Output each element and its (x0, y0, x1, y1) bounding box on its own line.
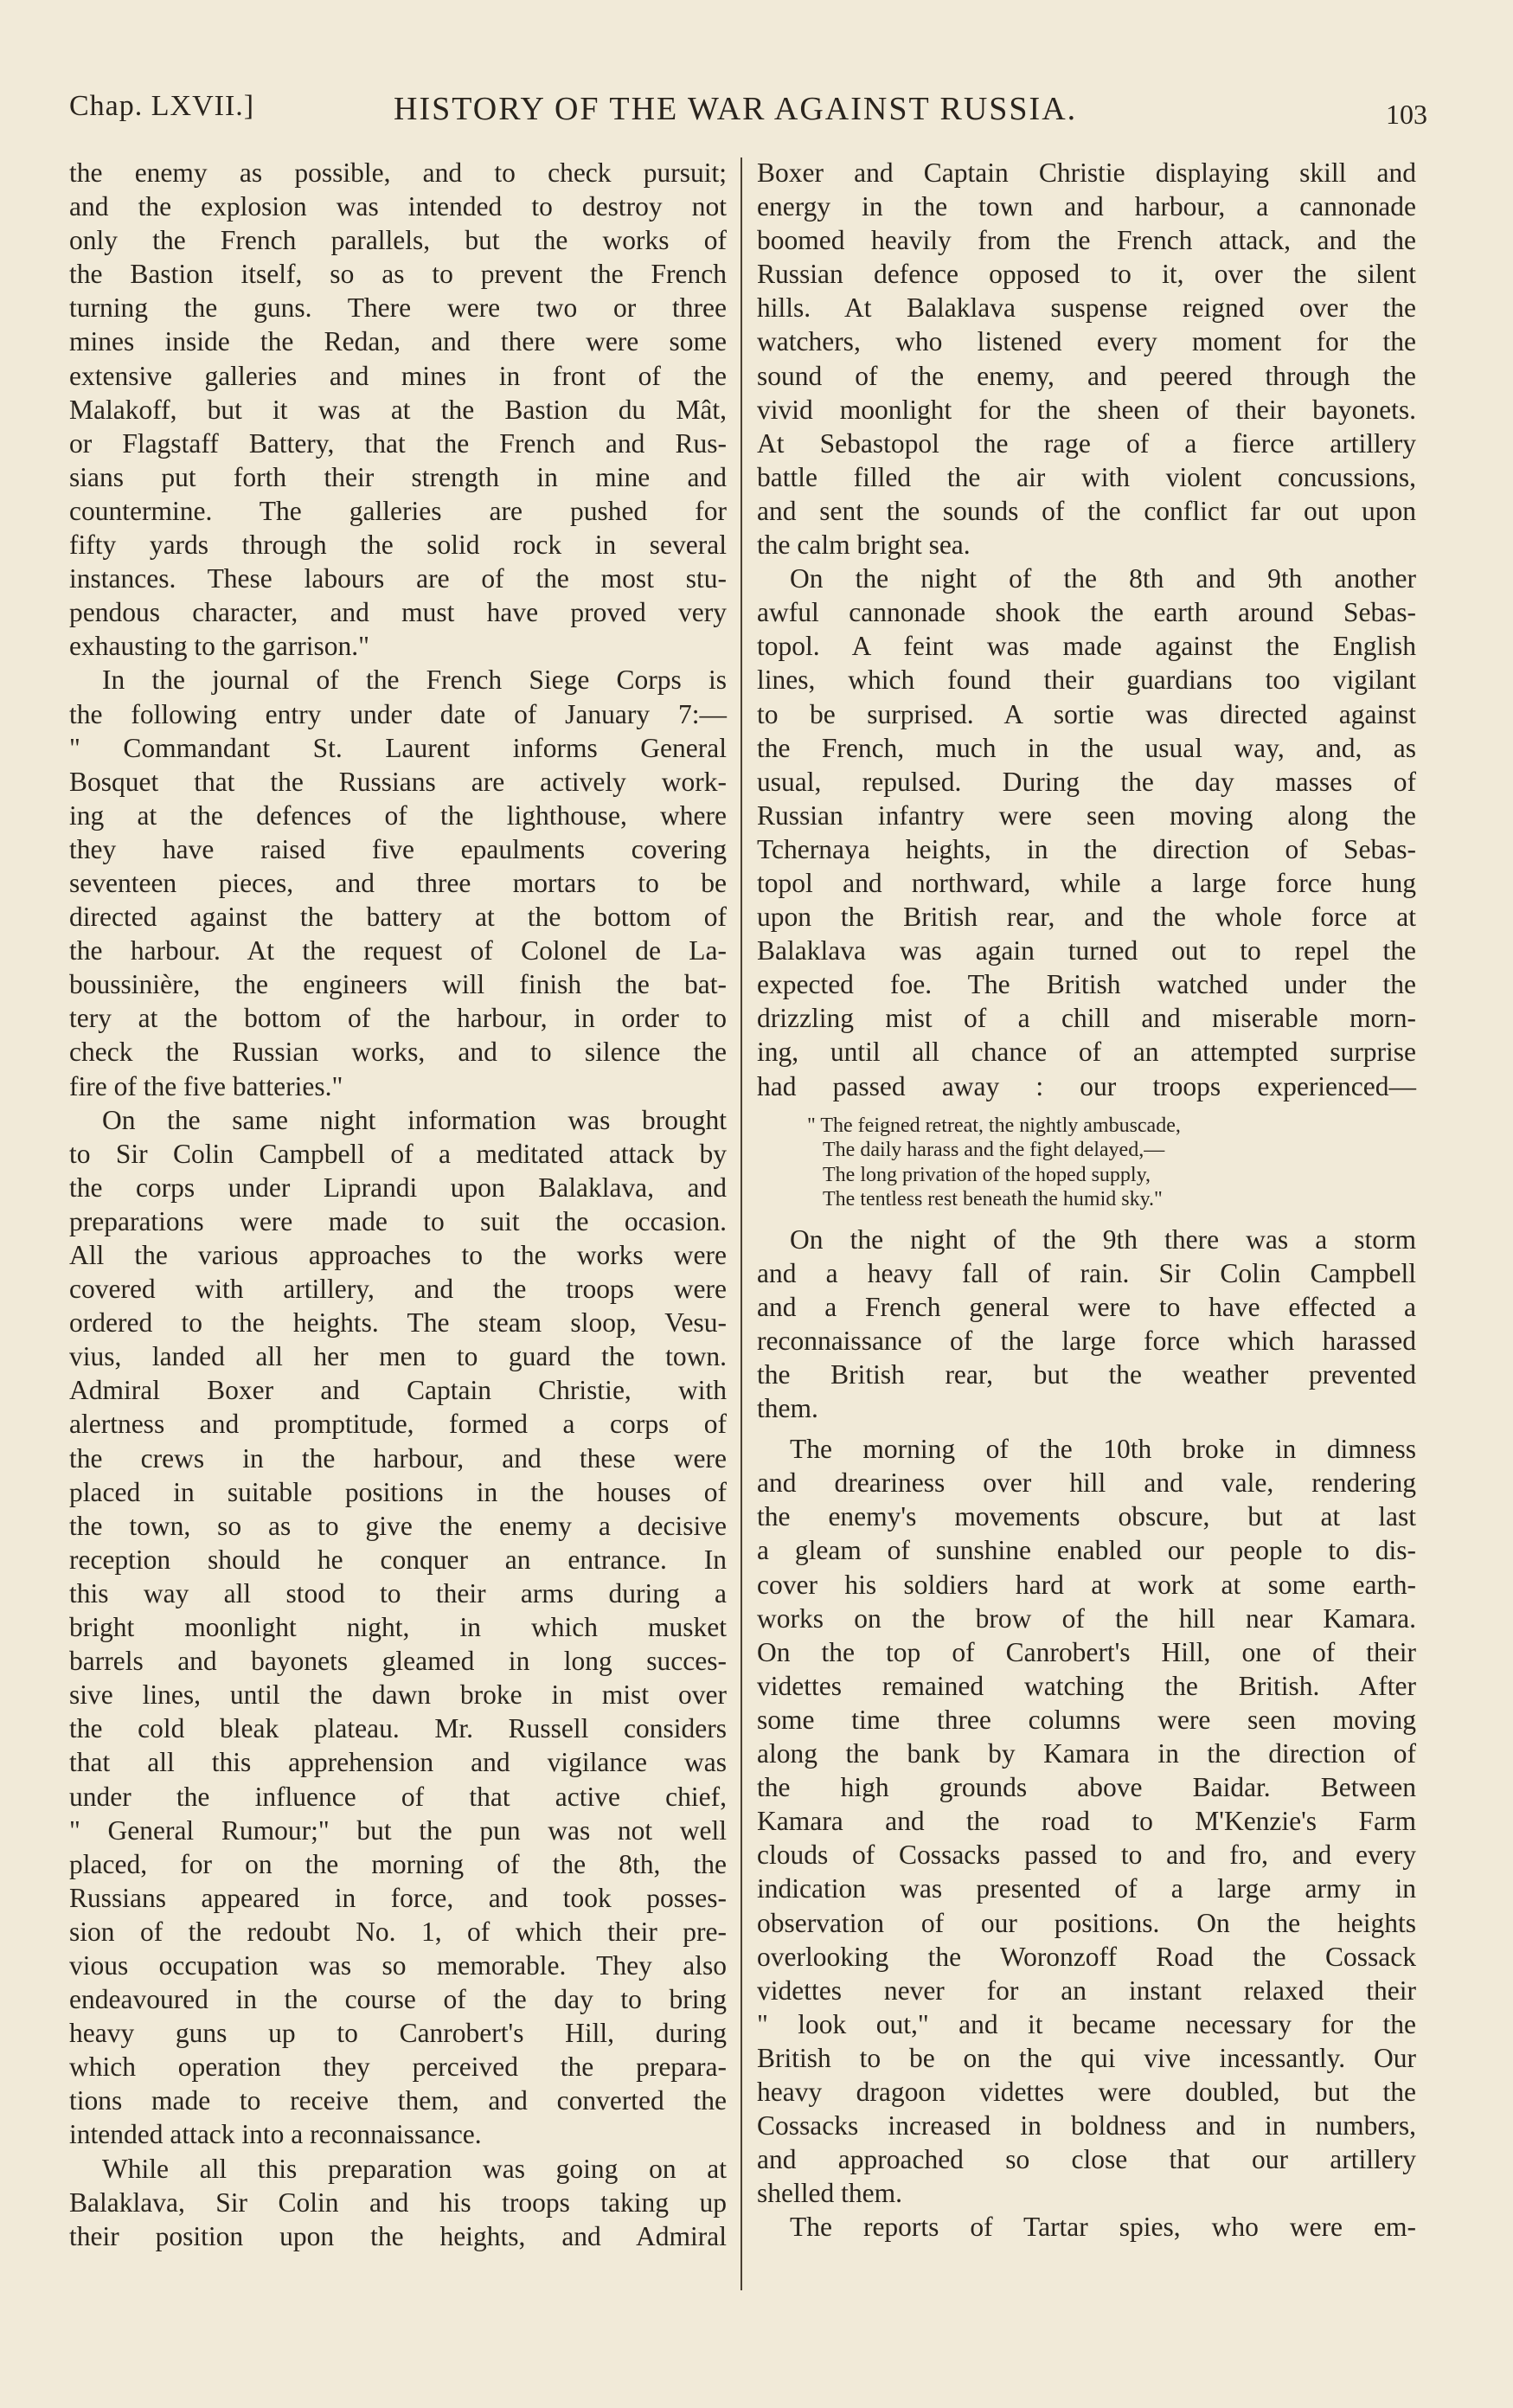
text-line: heavy guns up to Canrobert's Hill, during (69, 2018, 727, 2049)
text-line: On the top of Canrobert's Hill, one of their (757, 1636, 1416, 1667)
column-divider (740, 157, 742, 2290)
text-line: fire of the five batteries." (69, 1070, 343, 1101)
page-number: 103 (1386, 99, 1427, 130)
text-line: intended attack into a reconnaissance. (69, 2119, 482, 2150)
text-line: the British rear, but the weather prevented (757, 1359, 1416, 1390)
text-line: vious occupation was so memorable. They also (69, 1949, 727, 1981)
text-line: the following entry under date of January 7:— (69, 698, 727, 729)
text-line: energy in the town and harbour, a cannonade (757, 191, 1416, 222)
text-line: sion of the redoubt No. 1, of which their pre- (69, 1916, 727, 1947)
text-line: Tchernaya heights, in the direction of Sebas- (757, 833, 1416, 864)
text-line: bright moonlight night, in which musket (69, 1612, 727, 1643)
text-line: tery at the bottom of the harbour, in order to (69, 1003, 727, 1034)
text-line: British to be on the qui vive incessantly. Our (757, 2042, 1416, 2073)
text-line: lines, which found their guardians too vigilant (757, 665, 1416, 696)
text-line: Russian defence opposed to it, over the silent (757, 259, 1416, 290)
text-line: that all this apprehension and vigilance was (69, 1747, 727, 1778)
text-line: indication was presented of a large army in (757, 1873, 1416, 1904)
text-line: clouds of Cossacks passed to and fro, and every (757, 1840, 1416, 1871)
text-line: drizzling mist of a chill and miserable morn- (757, 1003, 1416, 1034)
text-line: Russian infantry were seen moving along the (757, 799, 1416, 831)
text-line: this way all stood to their arms during a (69, 1577, 727, 1609)
running-title: HISTORY OF THE WAR AGAINST RUSSIA. (394, 91, 1078, 127)
text-line: videttes never for an instant relaxed their (757, 1975, 1416, 2006)
text-line: " Commandant St. Laurent informs General (69, 732, 727, 763)
text-line: heavy dragoon videttes were doubled, but the (757, 2076, 1416, 2107)
text-line: placed, for on the morning of the 8th, the (69, 1848, 727, 1879)
text-line: Russians appeared in force, and took posses- (69, 1882, 727, 1913)
text-line: hills. At Balaklava suspense reigned over the (757, 292, 1416, 324)
left-column (69, 156, 727, 2253)
text-line: only the French parallels, but the works of (69, 225, 727, 256)
text-line: videttes remained watching the British. After (757, 1670, 1416, 1701)
text-line: boomed heavily from the French attack, and the (757, 225, 1416, 256)
text-line: extensive galleries and mines in front of the (69, 360, 727, 391)
text-line: sive lines, until the dawn broke in mist over (69, 1679, 727, 1711)
text-line: the calm bright sea. (757, 530, 971, 561)
text-line: boussinière, the engineers will finish the bat- (69, 969, 727, 1000)
text-line: cover his soldiers hard at work at some earth- (757, 1569, 1416, 1600)
text-line: Balaklava, Sir Colin and his troops taking up (69, 2186, 727, 2218)
text-line: watchers, who listened every moment for the (757, 326, 1416, 357)
text-line: pendous character, and must have proved very (69, 597, 727, 628)
verse-line: " The feigned retreat, the nightly ambuscade, (807, 1114, 1181, 1137)
text-line: alertness and promptitude, formed a corps of (69, 1409, 727, 1440)
text-line: The morning of the 10th broke in dimness (790, 1434, 1416, 1465)
text-line: the cold bleak plateau. Mr. Russell considers (69, 1713, 727, 1744)
text-line: " look out," and it became necessary for the (757, 2008, 1416, 2039)
text-line: sians put forth their strength in mine and (69, 461, 727, 492)
text-line: their position upon the heights, and Admiral (69, 2220, 727, 2251)
text-line: and a heavy fall of rain. Sir Colin Campbell (757, 1257, 1416, 1288)
text-line: observation of our positions. On the heights (757, 1907, 1416, 1938)
text-line: and a French general were to have effected a (757, 1291, 1416, 1322)
verse-quotation (757, 1114, 1416, 1212)
text-line: ing at the defences of the lighthouse, where (69, 799, 727, 831)
text-line: mines inside the Redan, and there were some (69, 326, 727, 357)
text-line: the harbour. At the request of Colonel de La- (69, 935, 727, 966)
text-line: the high grounds above Baidar. Between (757, 1772, 1416, 1803)
text-line: reception should he conquer an entrance. In (69, 1544, 727, 1575)
text-line: upon the British rear, and the whole force at (757, 902, 1416, 933)
text-line: under the influence of that active chief, (69, 1781, 727, 1812)
text-line: they have raised five epaulments covering (69, 833, 727, 864)
text-line: While all this preparation was going on at (102, 2153, 727, 2184)
text-line: and sent the sounds of the conflict far out upon (757, 495, 1416, 526)
text-line: turning the guns. There were two or three (69, 292, 727, 324)
text-line: battle filled the air with violent concussions, (757, 461, 1416, 492)
text-line: reconnaissance of the large force which harassed (757, 1325, 1416, 1356)
text-line: vius, landed all her men to guard the town. (69, 1341, 727, 1372)
text-line: endeavoured in the course of the day to bring (69, 1984, 727, 2015)
right-column-top-text (757, 156, 1416, 1103)
text-line: preparations were made to suit the occasion. (69, 1205, 727, 1236)
running-header (69, 87, 1427, 138)
text-line: topol. A feint was made against the English (757, 631, 1416, 662)
text-line: the crews in the harbour, and these were (69, 1442, 727, 1474)
text-line: Cossacks increased in boldness and in numbers, (757, 2110, 1416, 2142)
chapter-label: Chap. LXVII.] (69, 90, 255, 122)
text-line: sound of the enemy, and peered through the (757, 360, 1416, 391)
text-line: On the same night information was brought (102, 1104, 727, 1135)
text-line: All the various approaches to the works were (69, 1240, 727, 1270)
text-line: the French, much in the usual way, and, as (757, 732, 1416, 763)
text-line: placed in suitable positions in the houses of (69, 1476, 727, 1507)
text-line: countermine. The galleries are pushed for (69, 495, 727, 526)
text-line: covered with artillery, and the troops were (69, 1274, 727, 1305)
text-line: directed against the battery at the bottom of (69, 902, 727, 933)
text-line: vivid moonlight for the sheen of their bayonets. (757, 394, 1416, 425)
text-line: Admiral Boxer and Captain Christie, with (69, 1375, 727, 1406)
text-line: tions made to receive them, and converted the (69, 2085, 727, 2116)
text-line: Boxer and Captain Christie displaying skill and (757, 157, 1416, 188)
text-line: the corps under Liprandi upon Balaklava, and (69, 1172, 727, 1203)
text-line: and approached so close that our artillery (757, 2144, 1416, 2175)
text-line: In the journal of the French Siege Corps is (102, 665, 727, 696)
text-line: At Sebastopol the rage of a fierce artillery (757, 427, 1416, 459)
right-column-bottom-text (757, 1223, 1416, 2244)
text-line: and the explosion was intended to destroy not (69, 191, 727, 222)
right-column (757, 156, 1416, 2244)
text-line: Bosquet that the Russians are actively work- (69, 766, 727, 797)
text-line: the town, so as to give the enemy a decisive (69, 1510, 727, 1541)
text-line: to be surprised. A sortie was directed against (757, 698, 1416, 729)
text-line: the Bastion itself, so as to prevent the French (69, 259, 727, 290)
text-line: barrels and bayonets gleamed in long succes- (69, 1646, 727, 1677)
verse-line: The tentless rest beneath the humid sky." (823, 1188, 1163, 1211)
text-line: overlooking the Woronzoff Road the Cossack (757, 1941, 1416, 1972)
text-line: Malakoff, but it was at the Bastion du Mât, (69, 394, 727, 425)
text-line: which operation they perceived the prepara- (69, 2052, 727, 2083)
text-line: exhausting to the garrison." (69, 631, 370, 662)
text-line: Kamara and the road to M'Kenzie's Farm (757, 1806, 1416, 1837)
text-line: usual, repulsed. During the day masses of (757, 766, 1416, 797)
text-line: fifty yards through the solid rock in several (69, 530, 727, 561)
text-line: the enemy's movements obscure, but at last (757, 1501, 1416, 1532)
text-line: to Sir Colin Campbell of a meditated attack by (69, 1138, 727, 1169)
text-line: shelled them. (757, 2178, 902, 2209)
text-line: had passed away : our troops experienced— (757, 1070, 1416, 1101)
text-line: ordered to the heights. The steam sloop, Vesu- (69, 1307, 727, 1339)
text-line: along the bank by Kamara in the direction of (757, 1738, 1416, 1769)
text-line: ing, until all chance of an attempted surprise (757, 1037, 1416, 1068)
text-line: them. (757, 1393, 818, 1424)
text-line: works on the brow of the hill near Kamara. (757, 1602, 1416, 1634)
verse-line: The long privation of the hoped supply, (823, 1163, 1151, 1186)
text-line: Balaklava was again turned out to repel the (757, 935, 1416, 966)
text-line: On the night of the 9th there was a storm (790, 1223, 1416, 1255)
text-line: expected foe. The British watched under the (757, 969, 1416, 1000)
text-line: The reports of Tartar spies, who were em- (790, 2212, 1416, 2243)
text-line: some time three columns were seen moving (757, 1704, 1416, 1735)
text-line: awful cannonade shook the earth around Sebas- (757, 597, 1416, 628)
text-line: topol and northward, while a large force hung (757, 867, 1416, 898)
text-line: a gleam of sunshine enabled our people to dis- (757, 1535, 1416, 1566)
text-line: or Flagstaff Battery, that the French and Rus- (69, 427, 727, 459)
text-line: " General Rumour;" but the pun was not well (69, 1814, 727, 1846)
text-line: and dreariness over hill and vale, rendering (757, 1467, 1416, 1499)
text-line: instances. These labours are of the most stu- (69, 563, 727, 594)
text-line: check the Russian works, and to silence the (69, 1037, 727, 1068)
text-line: seventeen pieces, and three mortars to be (69, 867, 727, 898)
text-line: On the night of the 8th and 9th another (790, 563, 1416, 594)
text-line: the enemy as possible, and to check pursuit; (69, 157, 727, 188)
verse-line: The daily harass and the fight delayed,— (823, 1139, 1165, 1162)
